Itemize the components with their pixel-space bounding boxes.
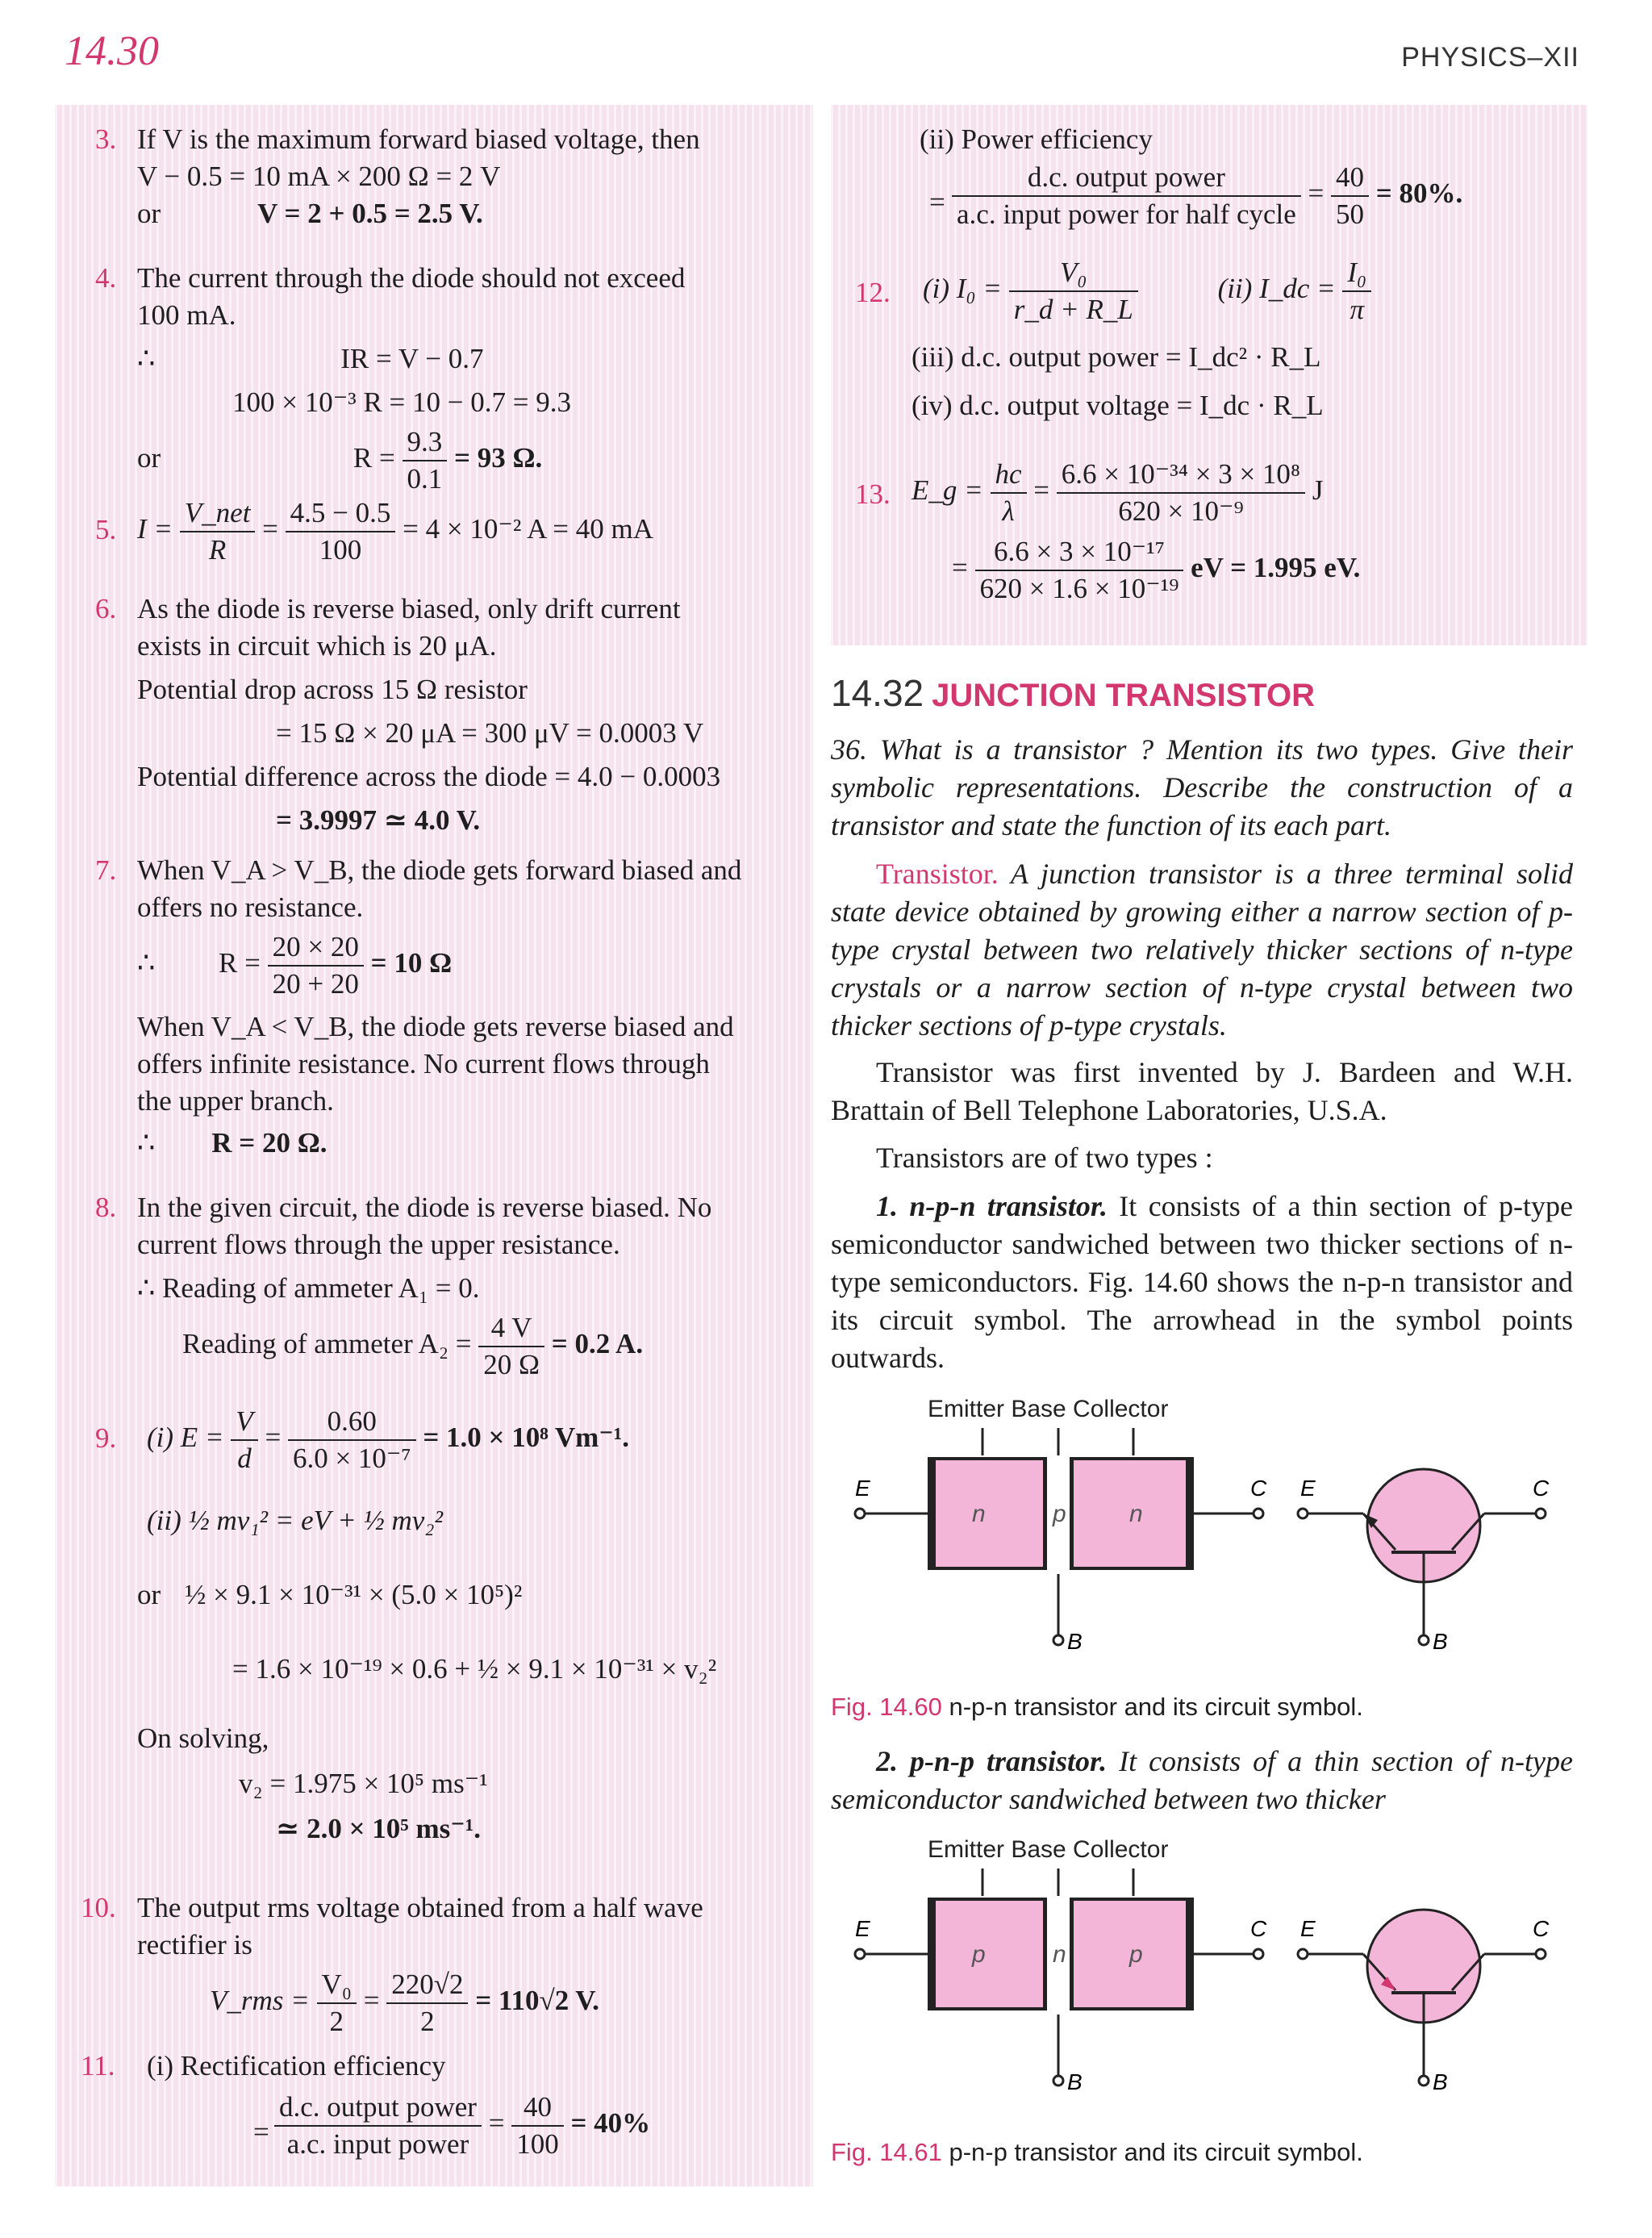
answer-line: R = [353, 442, 395, 474]
base-label: B [1433, 2069, 1448, 2094]
answer-result: = 110√2 V. [475, 1985, 599, 2017]
answer-8 [95, 1189, 805, 1383]
answer-result: = 1.0 × 10⁸ Vm⁻¹. [423, 1422, 630, 1454]
answer-line: Potential drop across 15 Ω resistor [137, 674, 528, 705]
answer-line: ∴ Reading of ammeter A₁ = 0. [137, 1272, 480, 1304]
answer-line: On solving, [137, 1722, 269, 1754]
answer-line: In the given circuit, the diode is reverse biased. No [137, 1192, 712, 1223]
answer-10 [81, 1889, 807, 2040]
npn-transistor-figure [839, 1392, 1565, 1667]
base-label: B [1067, 2069, 1083, 2094]
answer-line: The current through the diode should not exceed [137, 262, 686, 294]
answer-line: E_g = [912, 474, 983, 507]
answer-line: 100 mA. [137, 299, 236, 331]
answer-result: V = 2 + 0.5 = 2.5 V. [257, 198, 483, 229]
paragraph-invention: Transistor was first invented by J. Bardeen and W.H. Brattain of Bell Telephone Laboratories, U.S.A. [831, 1056, 1573, 1126]
pnp-transistor-figure [839, 1833, 1565, 2107]
answer-line: The output rms voltage obtained from a half wave [137, 1892, 703, 1923]
answer-line: = 15 Ω × 20 μA = 300 μV = 0.0003 V [276, 717, 704, 749]
figure-caption: Fig. 14.60 n-p-n transistor and its circuit symbol. [831, 1693, 1363, 1721]
base-label: B [1067, 1629, 1083, 1654]
answer-11-part-ii: (ii) Power efficiency = $\frac{\text{d.c. output power}}{\text{a.c. input power for half cycle}}$ = $\frac{40}{50}$ = 80%. [920, 121, 1581, 232]
region-label: p [972, 1941, 986, 1968]
emitter-label: E [855, 1916, 870, 1941]
answer-result: = 93 Ω. [454, 442, 543, 474]
answer-line: = [262, 513, 278, 545]
answer-line: When V_A > V_B, the diode gets forward biased and [137, 854, 742, 886]
answer-11: 11. (i) Rectification efficiency = $\frac{\text{d.c. output power}}{\text{a.c. input power}}$ = $\frac{40}{100}$ = 40% [81, 2048, 807, 2162]
answer-line: (iii) d.c. output power = I_dc² · R_L [912, 341, 1321, 373]
section-heading: 14.32 JUNCTION TRANSISTOR [831, 672, 1315, 714]
answer-number: 7. [95, 854, 117, 886]
answer-line: 100 × 10⁻³ R = 10 − 0.7 = 9.3 [232, 386, 572, 418]
fraction: $\frac{\text{V₀}}{2}$ [317, 1967, 357, 2040]
answer-result: = 0.2 A. [551, 1328, 644, 1360]
paragraph-npn: 1. n-p-n transistor. It consists of a thin section of p-type semiconductor sandwiched between two thicker sections of n-type semiconductors. Fig. 14.60 shows the n-p-n transistor and its circuit symbol. The arrowhead in the symbol points outwards. [831, 1190, 1573, 1374]
answer-result: = 40% [570, 2107, 651, 2140]
answer-9 [95, 1404, 805, 1848]
figure-top-labels: Emitter Base Collector [928, 1836, 1169, 1863]
answer-line: R = [219, 947, 261, 979]
fraction: $\frac{220√2}{2}$ [386, 1967, 468, 2040]
answer-3 [95, 121, 805, 232]
answer-line: rectifier is [137, 1929, 252, 1960]
answer-line: = [488, 2107, 505, 2140]
emitter-label: E [855, 1476, 870, 1501]
answer-line: or [137, 198, 161, 229]
fraction: $\frac{0.60}{\text{6.0 × 10⁻⁷}}$ [288, 1404, 416, 1476]
emitter-label: E [1300, 1476, 1316, 1501]
fraction: $\frac{\text{6.6 × 10⁻³⁴ × 3 × 10⁸}}{\text{620 × 10⁻⁹}}$ [1057, 457, 1305, 529]
base-label: B [1433, 1629, 1448, 1654]
answer-result: = 80%. [1375, 177, 1463, 210]
fraction: $\frac{9.3}{0.1}$ [403, 424, 448, 497]
answer-line: exists in circuit which is 20 μA. [137, 630, 497, 662]
answer-result: = 4 × 10⁻² A = 40 mA [403, 513, 654, 545]
fraction: $\frac{20 \times 20}{20 + 20}$ [268, 929, 364, 1002]
fraction: $\frac{4 V}{20 \Omega}$ [478, 1310, 544, 1383]
therefore-symbol: ∴ [137, 1127, 156, 1159]
collector-label: C [1250, 1916, 1267, 1941]
figure-top-labels: Emitter Base Collector [928, 1396, 1169, 1422]
answer-number: 3. [95, 123, 117, 155]
answer-number: 10. [81, 1892, 116, 1923]
answer-line: IR = V − 0.7 [340, 343, 484, 374]
answer-line: When V_A < V_B, the diode gets reverse biased and [137, 1011, 734, 1042]
answer-result: R = 20 Ω. [211, 1127, 327, 1159]
answer-number: 6. [95, 593, 117, 624]
answer-line: V_rms = [210, 1985, 310, 2017]
answer-line: Potential difference across the diode = 4.0 − 0.0003 [137, 761, 721, 792]
fraction: $\frac{V}{d}$ [231, 1404, 257, 1476]
answer-line: V − 0.5 = 10 mA × 200 Ω = 2 V [137, 161, 501, 192]
region-label: p [1129, 1941, 1143, 1968]
fraction: $\frac{40}{100}$ [511, 2090, 564, 2162]
answer-line: offers no resistance. [137, 891, 364, 923]
question-36: 36. What is a transistor ? Mention its two types. Give their symbolic representations. Describe the construction of a transistor and state the function of its each part. [831, 733, 1573, 841]
answer-line: (i) I₀ = [923, 273, 1002, 305]
answer-line: As the diode is reverse biased, only drift current [137, 593, 681, 624]
collector-label: C [1533, 1476, 1550, 1501]
answer-5 [95, 495, 805, 568]
answer-line: ½ × 9.1 × 10⁻³¹ × (5.0 × 10⁵)² [185, 1579, 523, 1610]
answer-number: 4. [95, 262, 117, 294]
answer-number: 8. [95, 1192, 117, 1223]
collector-label: C [1250, 1476, 1267, 1501]
paragraph-transistor-definition: Transistor. A junction transistor is a three terminal solid state device obtained by growing either a narrow section of p-type crystal between two relatively thicker sections of n-type crystals or a narrow section of n-type crystal between two thicker sections of p-type crystals. [831, 858, 1573, 1042]
answer-number: 11. [81, 2050, 115, 2081]
fraction: $\frac{\text{d.c. output power}}{\text{a.c. input power for half cycle}}$ [952, 160, 1301, 232]
answer-line: = 1.6 × 10⁻¹⁹ × 0.6 + ½ × 9.1 × 10⁻³¹ × v₂² [232, 1653, 717, 1685]
pnp-symbol [1298, 1910, 1550, 2094]
answer-number: 13. [855, 478, 891, 510]
emitter-label: E [1300, 1916, 1316, 1941]
fraction: $\frac{\text{I₀}}{\pi}$ [1342, 255, 1371, 328]
answer-line: or [137, 1579, 161, 1610]
fraction: $\frac{\text{6.6 × 3 × 10⁻¹⁷}}{\text{620 × 1.6 × 10⁻¹⁹}}$ [975, 534, 1184, 607]
answer-result: = 10 Ω [370, 947, 453, 979]
answer-line: or [137, 442, 161, 474]
figure-caption: Fig. 14.61 p-n-p transistor and its circuit symbol. [831, 2138, 1363, 2166]
answer-result: ≃ 2.0 × 10⁵ ms⁻¹. [276, 1813, 482, 1844]
fraction: $\frac{\text{d.c. output power}}{\text{a.c. input power}}$ [274, 2090, 482, 2162]
region-label: n [1053, 1941, 1066, 1968]
region-label: n [972, 1501, 986, 1527]
answer-line: current flows through the upper resistance. [137, 1229, 620, 1260]
answer-line: the upper branch. [137, 1085, 334, 1117]
answer-result: = 3.9997 ≃ 4.0 V. [276, 804, 481, 836]
npn-symbol [1298, 1469, 1550, 1654]
therefore-symbol: ∴ [137, 343, 156, 374]
paragraph-types: Transistors are of two types : [876, 1142, 1213, 1174]
answer-line: (ii) I_dc = [1217, 273, 1336, 305]
region-label: p [1053, 1501, 1066, 1527]
answer-7 [95, 852, 805, 1162]
answer-line: I = [137, 513, 173, 545]
answer-line: = [363, 1985, 380, 2017]
answer-6 [95, 591, 805, 839]
answer-line: (i) E = [147, 1422, 224, 1454]
answer-line: (iv) d.c. output voltage = I_dc · R_L [912, 390, 1324, 421]
answer-line: Reading of ammeter A₂ = [182, 1328, 472, 1360]
fraction: $\frac{\text{V\_net}}{R}$ [180, 495, 256, 568]
answer-number: 12. [855, 277, 891, 308]
paragraph-pnp: 2. p-n-p transistor. It consists of a thin section of n-type semiconductor sandwiched between two thicker [831, 1745, 1573, 1815]
answer-12 [855, 255, 1581, 424]
answer-4 [95, 260, 805, 497]
answer-line: If V is the maximum forward biased voltage, then [137, 123, 700, 155]
answer-number: 9. [95, 1422, 117, 1454]
collector-label: C [1533, 1916, 1550, 1941]
book-title: PHYSICS–XII [1401, 42, 1579, 73]
answer-line: offers infinite resistance. No current flows through [137, 1048, 710, 1079]
answer-line: (ii) ½ mv₁² = eV + ½ mv₂² [147, 1505, 443, 1536]
answer-result: eV = 1.995 eV. [1191, 552, 1361, 584]
answer-number: 5. [95, 514, 117, 545]
answer-line: v₂ = 1.975 × 10⁵ ms⁻¹ [239, 1768, 488, 1799]
region-label: n [1129, 1501, 1143, 1527]
answer-line: (ii) Power efficiency [920, 123, 1153, 155]
fraction: $\frac{40}{50}$ [1331, 160, 1369, 232]
fraction: $\frac{hc}{\lambda}$ [991, 457, 1027, 529]
fraction: $\frac{4.5 - 0.5}{100}$ [286, 495, 396, 568]
therefore-symbol: ∴ [137, 947, 156, 979]
page-number: 14.30 [65, 28, 159, 74]
answer-line: J [1312, 474, 1324, 507]
answer-line: = [265, 1422, 282, 1454]
fraction: $\frac{\text{V₀}}{r\_d + R\_L}$ [1009, 255, 1138, 328]
answer-13: 13. E_g = $\frac{hc}{\lambda}$ = $\frac{\text{6.6 × 10⁻³⁴ × 3 × 10⁸}}{\text{620 × 10⁻⁹}}$ J = $\frac{\text{6.6 × 3 × 10⁻¹⁷}}{\text{620 × 1.6 × 10⁻¹⁹}}$ eV = 1.995 eV. [855, 457, 1581, 607]
answer-line: (i) Rectification efficiency [147, 2050, 446, 2081]
